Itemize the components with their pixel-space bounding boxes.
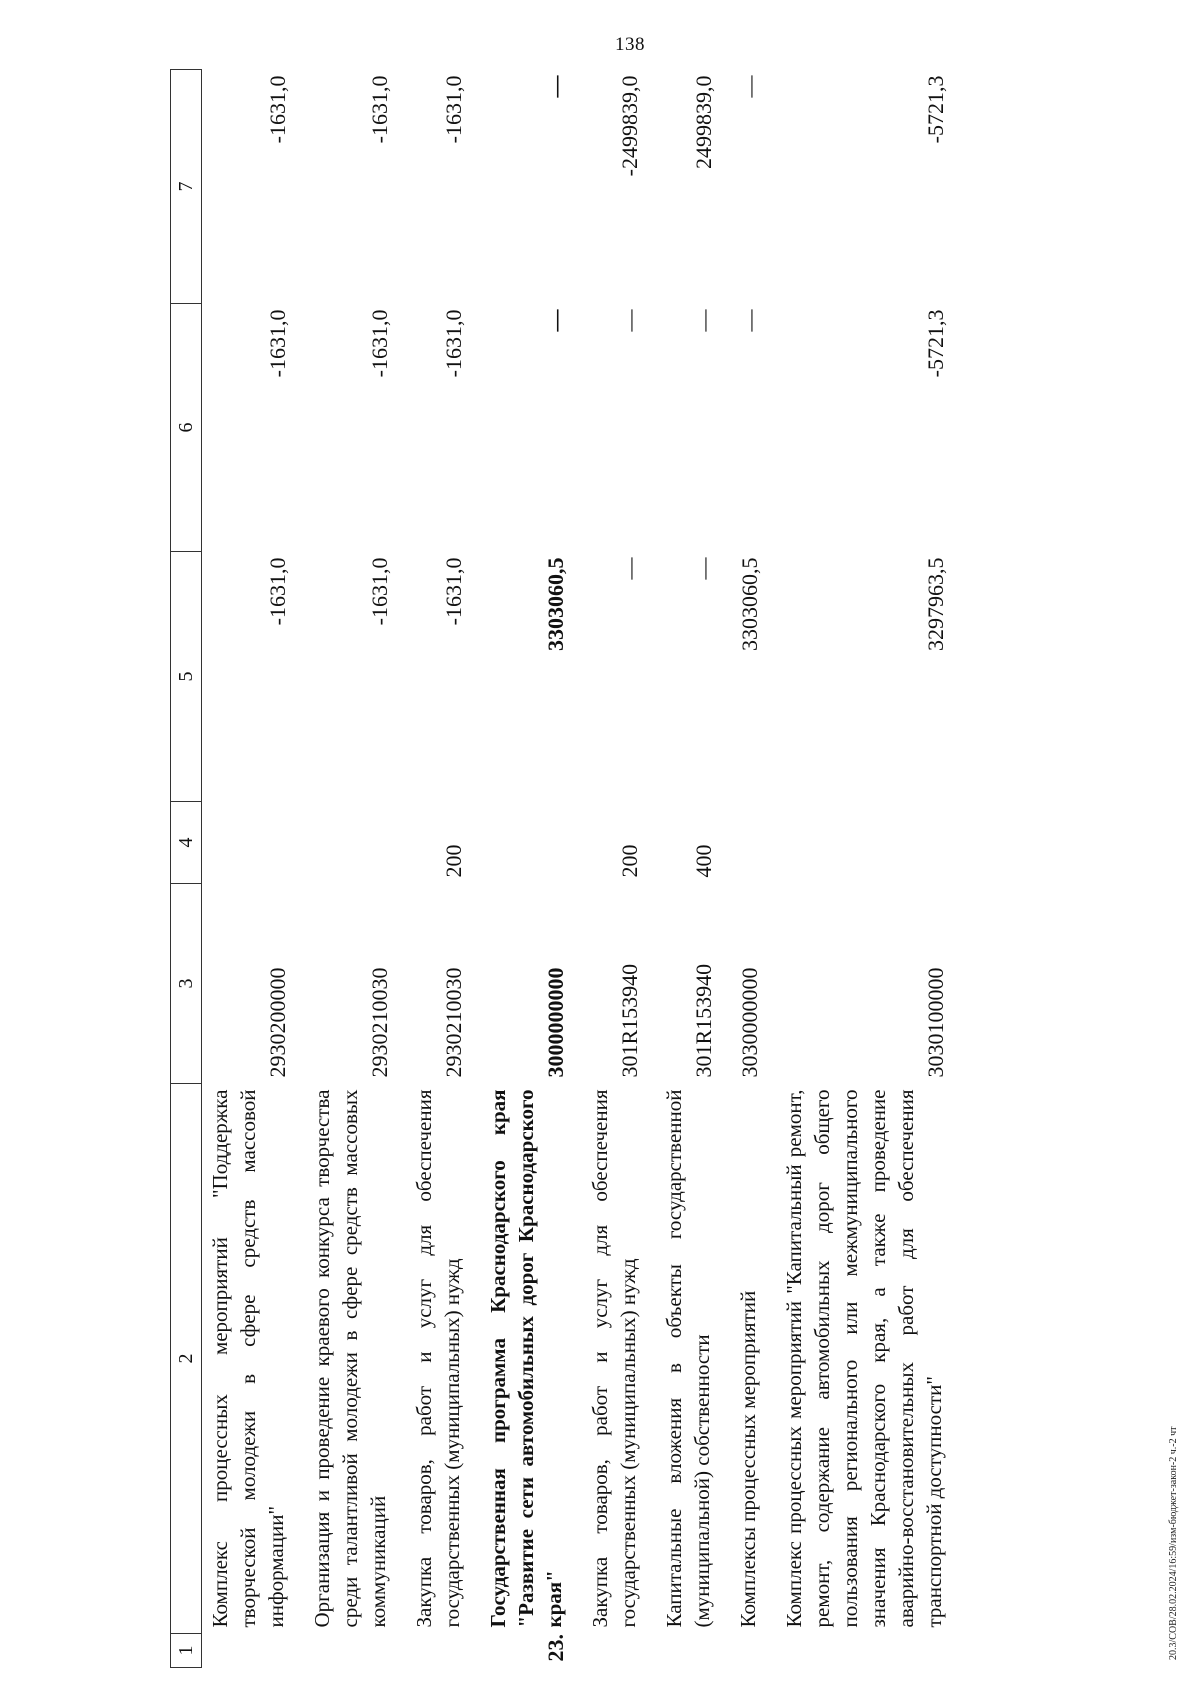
table-body bbox=[202, 70, 951, 1668]
row-amount-5: 3303060,5 bbox=[543, 557, 568, 651]
row-amount-5: — bbox=[691, 557, 716, 580]
row-amount-7: -5721,3 bbox=[923, 75, 948, 144]
row-name: Комплекс процессных мероприятий "Поддержка творческой молодежи в сфере средств массовой информации" bbox=[208, 1089, 288, 1628]
row-amount-5: 3303060,5 bbox=[737, 557, 762, 651]
row-code: 301R153940 bbox=[691, 963, 716, 1078]
row-code: 3030000000 bbox=[737, 967, 762, 1078]
row-amount-6: — bbox=[737, 309, 762, 332]
row-name: Закупка товаров, работ и услуг для обеспечения государственных (муниципальных) нужд bbox=[412, 1089, 464, 1628]
row-group bbox=[718, 802, 764, 884]
row-group: 200 bbox=[441, 844, 466, 878]
row-number bbox=[644, 1634, 718, 1668]
row-amount-5: — bbox=[617, 557, 642, 580]
table-row bbox=[394, 70, 468, 1668]
row-group bbox=[202, 802, 293, 884]
footer-code: 20.3/СОВ/28.02.2024/16:59/изм-бюджет-закон-2 ч.-2 чт bbox=[1168, 1426, 1179, 1660]
row-amount-7: — bbox=[543, 75, 568, 98]
row-group: 400 bbox=[691, 844, 716, 878]
page-number: 138 bbox=[615, 34, 645, 55]
table-row bbox=[764, 70, 950, 1668]
row-code: 3000000000 bbox=[543, 967, 568, 1078]
row-code: 3030100000 bbox=[923, 967, 948, 1078]
column-header: 7 bbox=[171, 70, 202, 304]
budget-table bbox=[170, 69, 950, 1668]
row-name: Закупка товаров, работ и услуг для обеспечения государственных (муниципальных) нужд bbox=[588, 1089, 640, 1628]
row-number: 23. bbox=[543, 1634, 568, 1662]
row-number bbox=[394, 1634, 468, 1668]
table-row bbox=[468, 70, 570, 1668]
row-number bbox=[292, 1634, 394, 1668]
row-amount-5: -1631,0 bbox=[265, 557, 290, 626]
column-header: 2 bbox=[171, 1084, 202, 1634]
row-amount-7: -1631,0 bbox=[441, 75, 466, 144]
row-name: Капитальные вложения в объекты государственной (муниципальной) собственности bbox=[662, 1089, 714, 1628]
row-amount-7: — bbox=[737, 75, 762, 98]
row-group: 200 bbox=[617, 844, 642, 878]
row-amount-7: -2499839,0 bbox=[617, 75, 642, 177]
row-name: Государственная программа Краснодарского края "Развитие сети автомобильных дорог Краснодарского края" bbox=[486, 1089, 566, 1628]
table-row bbox=[644, 70, 718, 1668]
row-number bbox=[718, 1634, 764, 1668]
row-amount-5: -1631,0 bbox=[367, 557, 392, 626]
row-amount-7: -1631,0 bbox=[265, 75, 290, 144]
row-amount-5: -1631,0 bbox=[441, 557, 466, 626]
row-name: Комплексы процессных мероприятий bbox=[736, 1290, 760, 1628]
row-number bbox=[570, 1634, 644, 1668]
column-header: 6 bbox=[171, 304, 202, 552]
row-amount-6: -1631,0 bbox=[265, 309, 290, 378]
row-amount-7: 2499839,0 bbox=[691, 75, 716, 169]
column-header: 1 bbox=[171, 1634, 202, 1668]
row-amount-7: -1631,0 bbox=[367, 75, 392, 144]
table-row bbox=[292, 70, 394, 1668]
row-code: 2930210030 bbox=[441, 967, 466, 1078]
row-code: 301R153940 bbox=[617, 963, 642, 1078]
row-code: 2930200000 bbox=[265, 967, 290, 1078]
row-amount-6: — bbox=[617, 309, 642, 332]
table-row bbox=[570, 70, 644, 1668]
row-amount-5: 3297963,5 bbox=[923, 557, 948, 651]
row-name: Комплекс процессных мероприятий "Капитальный ремонт, ремонт, содержание автомобильных дорог общего пользования регионального или межмуниципального значения Краснодарского края, а также проведение аварийно-восстановительных работ для обеспечения транспортной доступности" bbox=[782, 1089, 946, 1628]
row-amount-6: — bbox=[543, 309, 568, 332]
column-header: 3 bbox=[171, 884, 202, 1084]
column-header: 5 bbox=[171, 552, 202, 802]
row-amount-6: -1631,0 bbox=[367, 309, 392, 378]
row-code: 2930210030 bbox=[367, 967, 392, 1078]
row-number bbox=[764, 1634, 950, 1668]
table-row bbox=[718, 70, 764, 1668]
row-group bbox=[292, 802, 394, 884]
rotated-table-page bbox=[170, 70, 1200, 1668]
row-number bbox=[202, 1634, 293, 1668]
row-amount-6: -5721,3 bbox=[923, 309, 948, 378]
column-number-header bbox=[171, 70, 202, 1668]
row-amount-6: -1631,0 bbox=[441, 309, 466, 378]
table-row bbox=[202, 70, 293, 1668]
column-header: 4 bbox=[171, 802, 202, 884]
row-amount-6: — bbox=[691, 309, 716, 332]
row-name: Организация и проведение краевого конкурса творчества среди талантливой молодежи в сфере средств массовых коммуникаций bbox=[310, 1089, 390, 1628]
row-group bbox=[764, 802, 950, 884]
row-group bbox=[468, 802, 570, 884]
